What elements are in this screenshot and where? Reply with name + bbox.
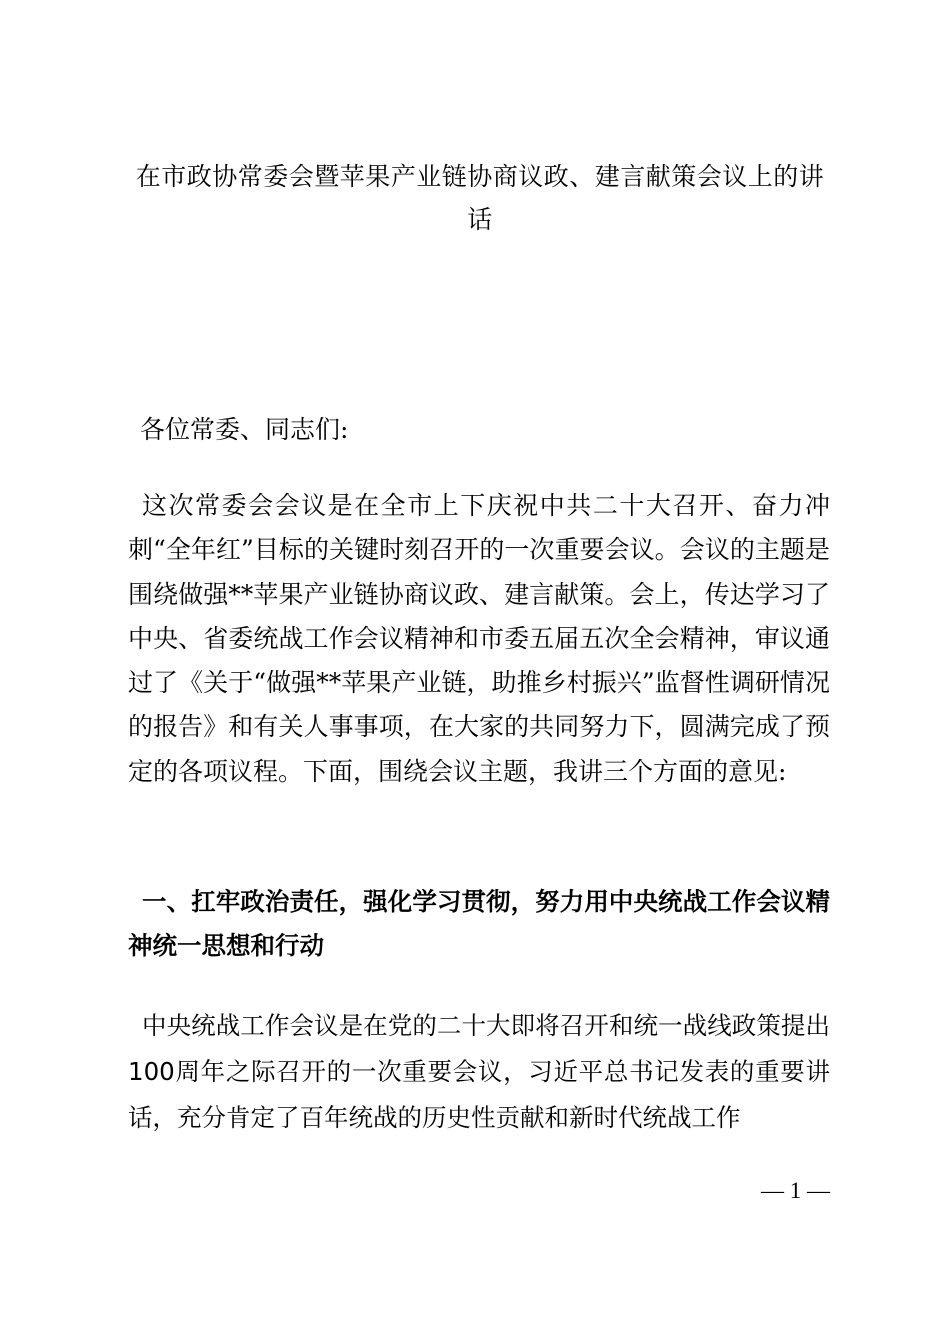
document-title: 在市政协常委会暨苹果产业链协商议政、建言献策会议上的讲话 [135, 162, 825, 234]
salutation: 各位常委、同志们: [140, 415, 349, 444]
body-paragraph-1: 这次常委会会议是在全市上下庆祝中共二十大召开、奋力冲刺“全年红”目标的关键时刻召开的一次重要会议。会议的主题是围绕做强**苹果产业链协商议政、建言献策。会上，传达学习了中央、省委统战工作会议精神和市委五届五次全会精神，审议通过了《关于“做强**苹果产业链，助推乡村振兴”监督性调研情况的报告》和有关人事事项，在大家的共同努力下，圆满完成了预定的各项议程。下面，围绕会议主题，我讲三个方面的意见: [128, 491, 830, 786]
page-number: — 1 — [761, 1178, 830, 1203]
body-paragraph-2: 中央统战工作会议是在党的二十大即将召开和统一战线政策提出100周年之际召开的一次重要会议，习近平总书记发表的重要讲话，充分肯定了百年统战的历史性贡献和新时代统战工作 [128, 1011, 830, 1132]
section-heading-1: 一、扛牢政治责任，强化学习贯彻，努力用中央统战工作会议精神统一思想和行动 [128, 887, 830, 960]
